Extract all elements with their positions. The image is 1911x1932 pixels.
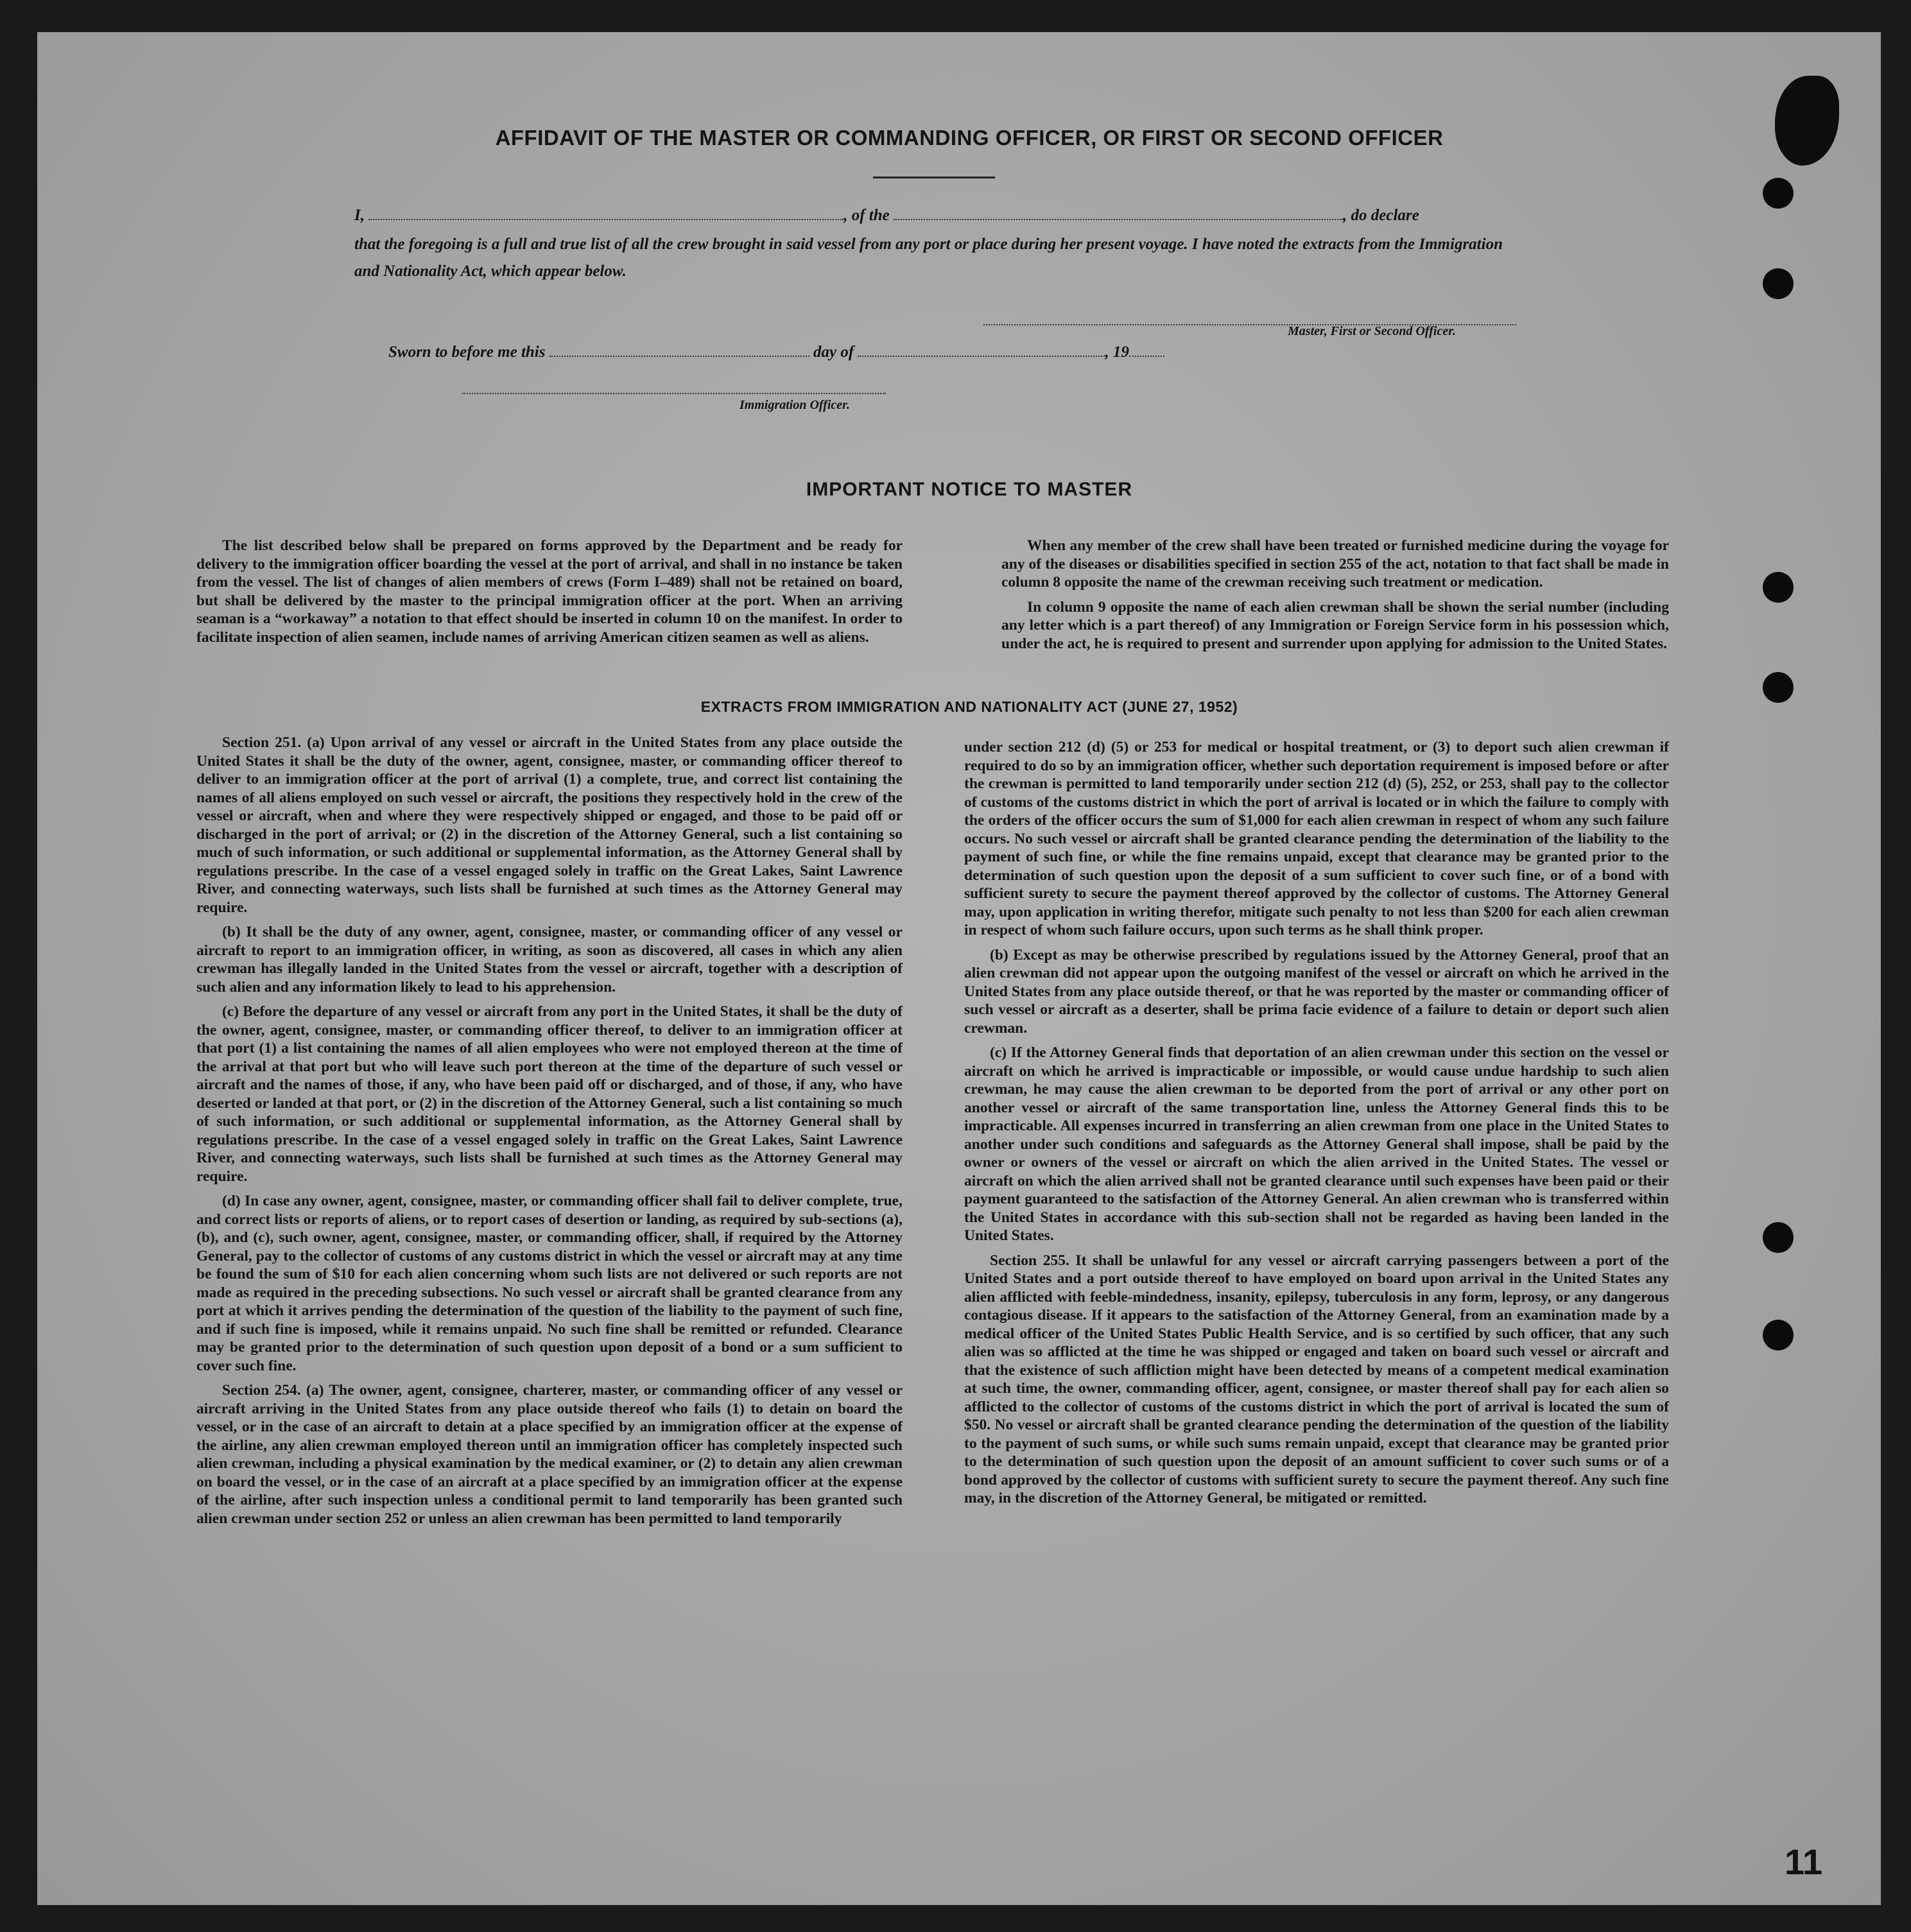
notice-paragraph: The list described below shall be prepared on forms approved by the Department and be ready for delivery to the immigration officer boarding the vessel at the port of arrival, and shall in no instance be taken from the vessel. The list of changes of alien members of crews (Form I–489) shall not be retained on board, but shall be delivered by the master to the principal immigration officer at the port. When an arriving seaman is a “workaway” a notation to that effect should be inserted in column 10 on the manifest. In order to facilitate inspection of alien seamen, include names of arriving American citizen seamen as well as aliens.	[196, 537, 903, 646]
title-underline	[873, 177, 995, 178]
notice-title: IMPORTANT NOTICE TO MASTER	[806, 479, 1133, 500]
year-blank[interactable]	[1129, 343, 1164, 357]
master-caption: Master, First or Second Officer.	[1288, 324, 1456, 338]
declaration-line	[354, 202, 1529, 229]
section-254-a-continued: under section 212 (d) (5) or 253 for medical or hospital treatment, or (3) to deport such alien crewman if required to do so by an immigration officer, whether such deportation requirement is imposed before or after the crewman is permitted to land temporarily under section 212 (d) (5), 252, or 253, shall pay to the collector of customs of the customs district in which the port of arrival is located or in which the failure to comply with the orders of the officer occurs the sum of $1,000 for each alien crewman in respect of whom any such failure occurs. No such vessel or aircraft shall be granted clearance pending the determination of the liability to the payment of such fine, or while the fine remains unpaid, except that clearance may be granted prior to the determination of such question upon the deposit of a sum sufficient to cover such fine, or of a bond with sufficient surety to secure the payment thereof approved by the collector of customs. The Attorney General may, upon application in writing therefor, mitigate such penalty to not less than $200 for each alien crewman in respect of whom such failure occurs, upon such terms as he shall think proper.	[964, 739, 1669, 938]
notice-paragraph: When any member of the crew shall have been treated or furnished medicine during the voyage for any of the diseases or disabilities specified in section 255 of the act, notation to that fact shall be made in column 8 opposite the name of the crewman receiving such treatment or medication.	[1001, 537, 1669, 591]
declaration-body: that the foregoing is a full and true list of all the crew brought in said vessel from any port or place during her present voyage. I have noted the extracts from the Immigration and Nationality Act, which appear below.	[354, 236, 1503, 280]
officer-signature-line[interactable]	[462, 393, 886, 394]
vessel-blank[interactable]	[894, 205, 1343, 220]
notice-left-column	[196, 537, 903, 653]
notice-right-column	[1001, 537, 1669, 659]
declaration-of-the: , of the	[843, 207, 890, 224]
month-blank[interactable]	[858, 343, 1105, 357]
day-blank[interactable]	[549, 343, 809, 357]
binder-hole	[1763, 178, 1794, 209]
section-251-a: Section 251. (a) Upon arrival of any vessel or aircraft in the United States from any place outside the United States it shall be the duty of the owner, agent, consignee, master, or commanding officer thereof to deliver to an immigration officer at the port of arrival (1) a complete, true, and correct list containing the names of all aliens employed on such vessel or aircraft, the positions they respectively hold in the crew of the vessel or aircraft, when and where they were respectively shipped or engaged, and those to be paid off or discharged in the port of arrival; or (2) in the discretion of the Attorney General, such a list containing so much of such information, or such additional or supplemental information, as the Attorney General shall by regulations prescribe. In the case of a vessel engaged solely in traffic on the Great Lakes, Saint Lawrence River, and connecting waterways, such lists shall be furnished at such times as the Attorney General may require.	[196, 734, 903, 916]
officer-caption: Immigration Officer.	[739, 398, 850, 412]
page-number-mark: 11	[1785, 1841, 1823, 1882]
notice-paragraph: In column 9 opposite the name of each alien crewman shall be shown the serial number (including any letter which is a part thereof) of any Immigration or Foreign Service form in his possession which, under the act, he is required to present and surrender upon applying for admission to the United States.	[1001, 598, 1669, 652]
name-blank[interactable]	[368, 205, 843, 220]
binder-hole	[1763, 1320, 1794, 1350]
sworn-prefix: Sworn to before me this	[388, 343, 546, 361]
extracts-right-column	[964, 738, 1669, 1514]
sworn-year: , 19	[1105, 343, 1129, 361]
section-254-a: Section 254. (a) The owner, agent, consignee, charterer, master, or commanding officer of any vessel or aircraft arriving in the United States from any place outside thereof who fails (1) to detain on board the vessel, or in the case of an aircraft to detain at a place specified by an immigration officer at the expense of the airline, any alien crewman employed thereon until an immigration officer has completely inspected such alien crewman, including a physical examination by the medical examiner, or (2) to detain any alien crewman on board the vessel, or in the case of an aircraft at a place specified by an immigration officer at the expense of the airline, after such inspection unless a conditional permit to land temporarily has been granted such alien crewman under section 252 or unless an alien crewman has been permitted to land temporarily	[196, 1382, 903, 1527]
binder-hole	[1763, 1222, 1794, 1253]
section-251-c: (c) Before the departure of any vessel or aircraft from any port in the United States, it shall be the duty of the owner, agent, consignee, master, or commanding officer thereof, to deliver to an immigration officer at that port (1) a list containing the names of all alien employees who were not employed thereon at the time of the arrival at that port but who will leave such port thereon at the time of the departure of such vessel or aircraft and the names of those, if any, who have been paid off or discharged, and of those, if any, who have deserted or landed at that port, or (2) in the discretion of the Attorney General, such a list containing so much of such information, or such additional or supplemental information, as the Attorney General shall by regulations prescribe. In the case of a vessel engaged solely in traffic on the Great Lakes, Saint Lawrence River, and connecting waterways, such lists shall be furnished at such times as the Attorney General may require.	[196, 1003, 903, 1185]
binder-hole	[1763, 672, 1794, 703]
section-255: Section 255. It shall be unlawful for any vessel or aircraft carrying passengers between a port of the United States and a port outside thereof to have employed on board upon arrival in the United States any alien afflicted with feeble-mindedness, insanity, epilepsy, tuberculosis in any form, leprosy, or any dangerous contagious disease. If it appears to the satisfaction of the Attorney General, from an examination made by a medical officer of the United States Public Health Service, and is so certified by such officer, that any such alien was so afflicted at the time he was shipped or engaged and taken on board such vessel or aircraft and that the existence of such affliction might have been detected by means of a competent medical examination at such time, the owner, commanding officer, agent, consignee, or master thereof shall pay for each alien so afflicted to the collector of customs of the customs district in which the port of arrival is located the sum of $50. No vessel or aircraft shall be granted clearance pending the determination of the question of the liability to the payment of such sums, or while such sums remain unpaid, except that clearance may be granted prior to the determination of such question upon the deposit of an amount sufficient to cover such sums or of a bond approved by the collector of customs with sufficient surety to secure the payment thereof. Any such fine may, in the discretion of the Attorney General, be mitigated or remitted.	[964, 1252, 1669, 1506]
affidavit-title: AFFIDAVIT OF THE MASTER OR COMMANDING OFFICER, OR FIRST OR SECOND OFFICER	[495, 126, 1444, 150]
binder-hole	[1763, 268, 1794, 299]
binder-hole	[1763, 572, 1794, 603]
section-251-d: (d) In case any owner, agent, consignee, master, or commanding officer shall fail to deliver complete, true, and correct lists or reports of aliens, or to report cases of desertion or landing, as required by sub-sections (a), (b), and (c), such owner, agent, consignee, master, or commanding officer, shall, if required by the Attorney General, pay to the collector of customs of any customs district in which the vessel or aircraft may at any time be found the sum of $10 for each alien concerning whom such lists are not delivered or such reports are not made as required in the preceding subsections. No such vessel or aircraft shall be granted clearance from any port at which it arrives pending the determination of the question of the liability to the payment of such fine, and if such fine is imposed, while it remains unpaid. No such fine shall be remitted or refunded. Clearance may be granted prior to the determination of such question upon deposit of a bond or a sum sufficient to cover such fine.	[196, 1193, 903, 1374]
section-254-b: (b) Except as may be otherwise prescribed by regulations issued by the Attorney General, proof that an alien crewman did not appear upon the outgoing manifest of the vessel or aircraft on which he arrived in the United States from any place outside thereof, or that he was reported by the master or commanding officer of such vessel or aircraft as a deserter, shall be prima facie evidence of a failure to detain or deport such alien crewman.	[964, 946, 1669, 1037]
sworn-line	[388, 343, 1164, 361]
section-251-b: (b) It shall be the duty of any owner, agent, consignee, master, or commanding officer of any vessel or aircraft to report to an immigration officer, in writing, as soon as discovered, all cases in which any alien crewman has illegally landed in the United States from the vessel or aircraft, together with a description of such alien and any information likely to lead to his apprehension.	[196, 924, 903, 996]
sworn-day-of: day of	[813, 343, 854, 361]
declaration-i: I,	[354, 207, 365, 224]
extracts-title: EXTRACTS FROM IMMIGRATION AND NATIONALITY ACT (JUNE 27, 1952)	[700, 698, 1238, 715]
section-254-c: (c) If the Attorney General finds that deportation of an alien crewman under this section on the vessel or aircraft on which he arrived is impracticable or impossible, or would cause undue hardship to such alien crewman, he may cause the alien crewman to be deported from the port of arrival or any other port on another vessel or aircraft of the same transportation line, unless the Attorney General finds this to be impracticable. All expenses incurred in transferring an alien crewman from one place in the United States to another under such conditions and safeguards as the Attorney General shall impose, shall be paid by the owner or owners of the vessel or aircraft on which the alien arrived in the United States. The vessel or aircraft on which the alien arrived shall not be granted clearance until such expenses have been paid or their payment guaranteed to the satisfaction of the Attorney General. An alien crewman who is transferred within the United States in accordance with this sub-section shall not be regarded as having been landed in the United States.	[964, 1044, 1669, 1244]
declaration-do-declare: , do declare	[1343, 207, 1419, 224]
extracts-left-column	[196, 734, 903, 1534]
